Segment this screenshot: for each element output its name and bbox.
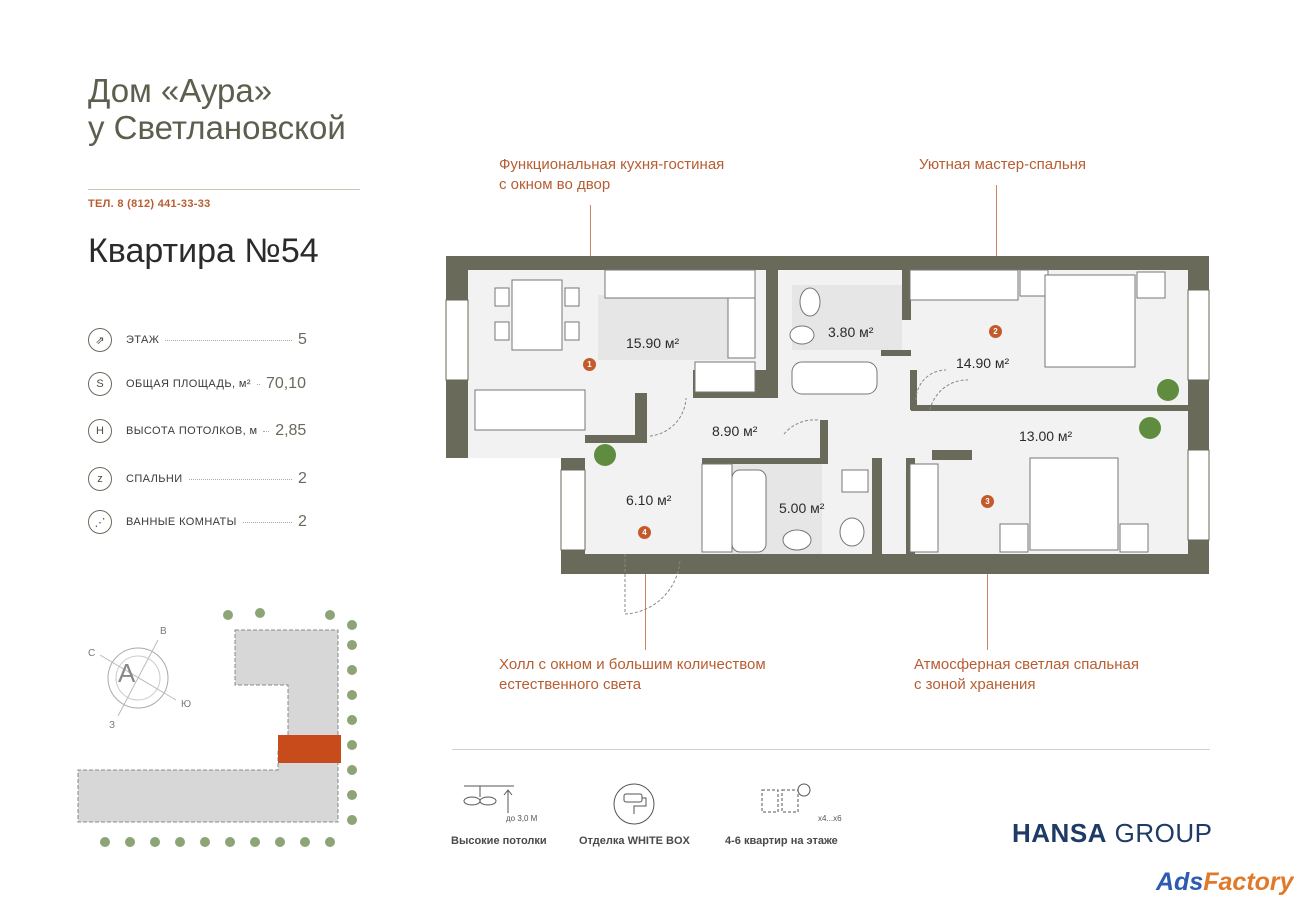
- badge-3: 3: [981, 495, 994, 508]
- area-icon: S: [88, 372, 112, 396]
- compass-z: З: [109, 720, 116, 731]
- spec-total-area: [88, 370, 328, 398]
- feature-high-ceilings: Высокие потолки: [451, 835, 547, 847]
- spec-value: 2,85: [275, 422, 307, 439]
- compass-yu: Ю: [181, 699, 192, 710]
- spec-label: ЭТАЖ: [126, 334, 160, 346]
- compass-c: С: [88, 648, 96, 659]
- watermark-part1: Ads: [1156, 868, 1204, 896]
- callout-text: с окном во двор: [499, 176, 611, 193]
- compass-letter: А: [118, 658, 136, 688]
- feature-apartments-per-floor: 4-6 квартир на этаже: [725, 835, 838, 847]
- compass-v: В: [160, 626, 167, 637]
- project-title-line1: Дом «Аура»: [88, 72, 273, 109]
- floor-plan: [440, 250, 1215, 590]
- logo-bold: HANSA: [1012, 818, 1107, 848]
- spec-value: 2: [298, 470, 307, 487]
- apartments-note: x4...x6: [818, 814, 842, 823]
- ceiling-height-icon: H: [88, 419, 112, 443]
- room-area-bathroom-2: 5.00 м²: [779, 500, 825, 516]
- adsfactory-watermark: [1156, 868, 1294, 897]
- feature-white-box: Отделка WHITE BOX: [579, 835, 690, 847]
- callout-text: с зоной хранения: [914, 676, 1036, 693]
- spec-value: 2: [298, 513, 307, 530]
- spec-floor: [88, 326, 328, 354]
- room-area-bedroom: 13.00 м²: [1019, 428, 1073, 444]
- spec-value: 5: [298, 331, 307, 348]
- callout-text: Холл с окном и большим количеством: [499, 656, 766, 673]
- room-area-hall: 6.10 м²: [626, 492, 672, 508]
- watermark-part2: Factory: [1203, 868, 1294, 896]
- callout-text: Функциональная кухня-гостиная: [499, 156, 725, 173]
- bottom-divider: [452, 749, 1210, 750]
- callout-master-bedroom: [919, 155, 1086, 175]
- room-area-master-bedroom: 14.90 м²: [956, 355, 1010, 371]
- callout-kitchen: [499, 155, 724, 195]
- spec-label: ОБЩАЯ ПЛОЩАДЬ, м²: [126, 378, 251, 390]
- leader-dots: [243, 522, 292, 523]
- spec-ceiling-height: [88, 417, 328, 445]
- badge-1: 1: [583, 358, 596, 371]
- room-area-bathroom-1: 3.80 м²: [828, 324, 874, 340]
- logo-rest: GROUP: [1106, 818, 1213, 848]
- leader-dots: [189, 479, 292, 480]
- phone-number[interactable]: ТЕЛ. 8 (812) 441-33-33: [88, 198, 211, 210]
- spec-bedrooms: [88, 465, 328, 493]
- ceiling-note: до 3,0 М: [506, 814, 538, 823]
- badge-2: 2: [989, 325, 1002, 338]
- room-area-kitchen: 15.90 м²: [626, 335, 680, 351]
- spec-label: ВАННЫЕ КОМНАТЫ: [126, 516, 237, 528]
- spec-bathrooms: [88, 508, 328, 536]
- callout-text: Атмосферная светлая спальная: [914, 656, 1139, 673]
- stairs-icon: ⇗: [88, 328, 112, 352]
- callout-hall: [499, 655, 766, 695]
- project-title-line2: у Светлановской: [88, 109, 346, 146]
- shower-icon: ⋰: [88, 510, 112, 534]
- callout-text: Уютная мастер-спальня: [919, 156, 1087, 173]
- bedroom-icon: z: [88, 467, 112, 491]
- badge-4: 4: [638, 526, 651, 539]
- divider: [88, 189, 360, 190]
- spec-value: 70,10: [265, 375, 306, 392]
- project-title: [88, 72, 346, 146]
- leader-dots: [263, 431, 269, 432]
- spec-label: СПАЛЬНИ: [126, 473, 183, 485]
- callout-bedroom: [914, 655, 1139, 695]
- leader-dots: [165, 340, 292, 341]
- room-area-corridor: 8.90 м²: [712, 423, 758, 439]
- floor-plan-icon: [758, 782, 818, 822]
- leader-dots: [257, 384, 260, 385]
- spec-label: ВЫСОТА ПОТОЛКОВ, м: [126, 425, 258, 437]
- paint-roller-icon: [612, 780, 660, 828]
- apartment-number: Квартира №54: [88, 232, 319, 270]
- hansa-group-logo: [1012, 818, 1213, 849]
- callout-text: естественного света: [499, 676, 642, 693]
